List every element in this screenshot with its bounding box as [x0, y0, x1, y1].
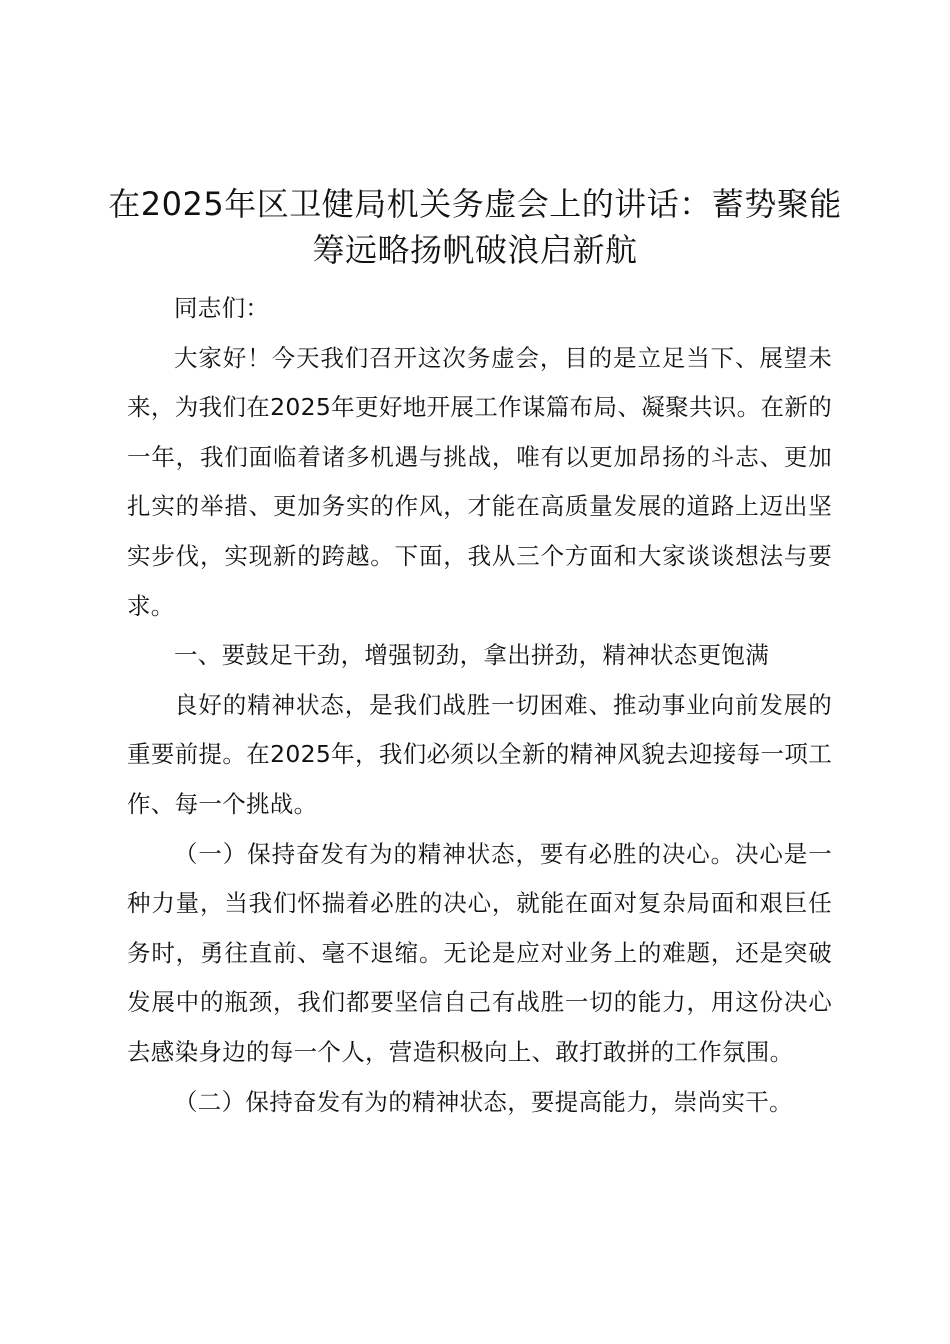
section-heading-1: 一、要鼓足干劲，增强韧劲，拿出拼劲，精神状态更饱满 — [174, 641, 769, 670]
document-body — [127, 284, 832, 1127]
paragraph-section-1: 良好的精神状态，是我们战胜一切困难、推动事业向前发展的重要前提。在2025年，我们必须以全新的精神风貌去迎接每一项工作、每一个挑战。 — [127, 690, 832, 818]
document-title: 在2025年区卫健局机关务虚会上的讲话：蓄势聚能筹远略扬帆破浪启新航 — [108, 185, 842, 269]
paragraph-point-1: （一）保持奋发有为的精神状态，要有必胜的决心。决心是一种力量，当我们怀揣着必胜的决心，就能在面对复杂局面和艰巨任务时，勇往直前、毫不退缩。无论是应对业务上的难题，还是突破发展中的瓶颈，我们都要坚信自己有战胜一切的能力，用这份决心去感染身边的每一个人，营造积极向上、敢打敢拼的工作氛围。 — [127, 839, 832, 1066]
paragraph-point-2: （二）保持奋发有为的精神状态，要提高能力，崇尚实干。 — [174, 1087, 793, 1116]
salutation: 同志们： — [174, 294, 270, 322]
paragraph-intro: 大家好！今天我们召开这次务虚会，目的是立足当下、展望未来，为我们在2025年更好地开展工作谋篇布局、凝聚共识。在新的一年，我们面临着诸多机遇与挑战，唯有以更加昂扬的斗志、更加扎实的举措、更加务实的作风，才能在高质量发展的道路上迈出坚实步伐，实现新的跨越。下面，我从三个方面和大家谈谈想法与要求。 — [127, 343, 832, 620]
